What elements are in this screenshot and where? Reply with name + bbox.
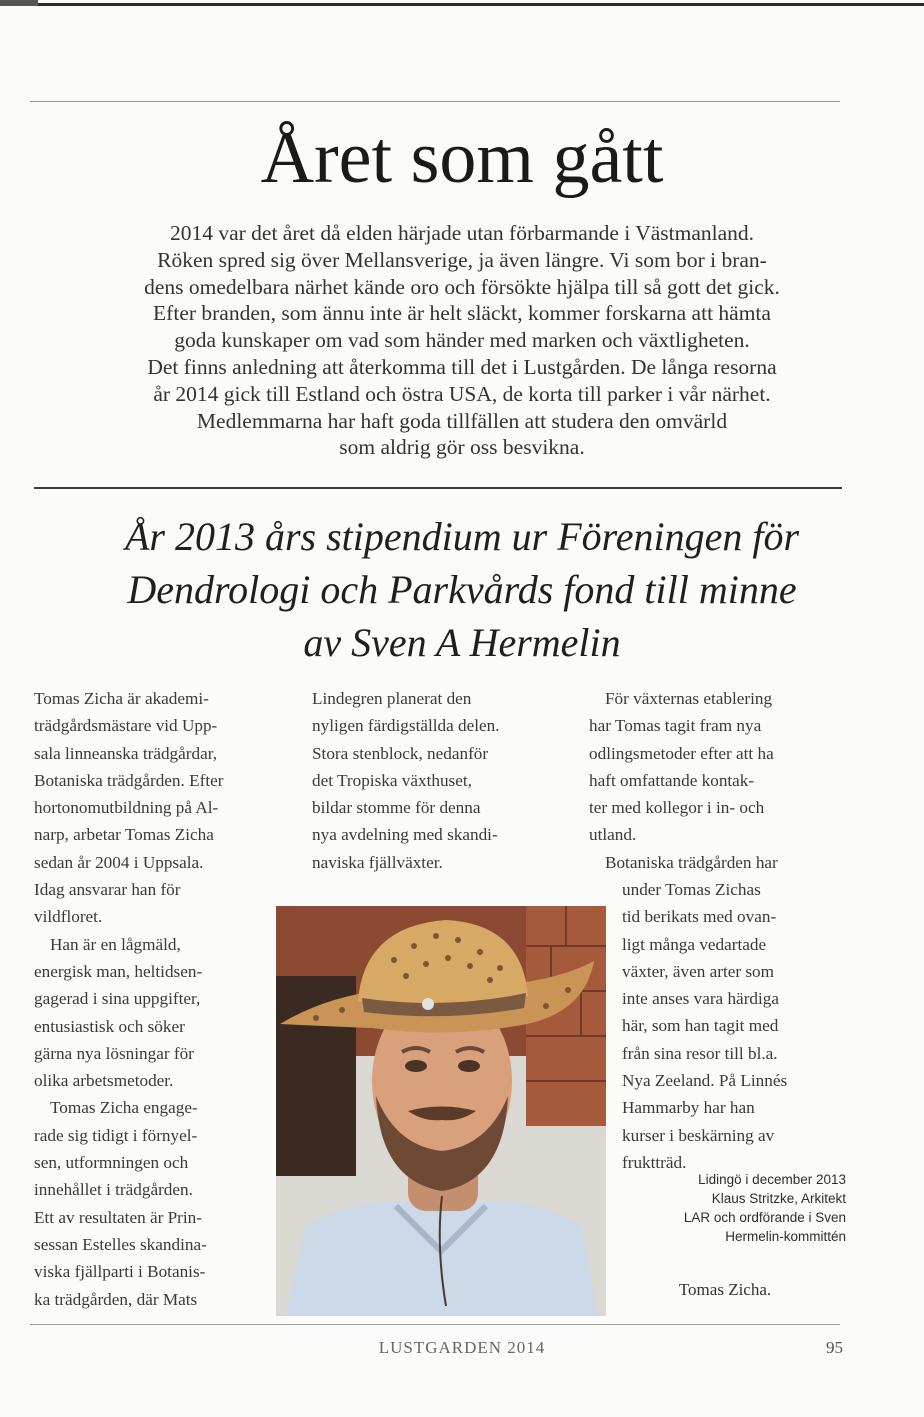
body-line: sessan Estelles skandina- <box>34 1234 207 1254</box>
body-line: naviska fjällväxter. <box>312 852 443 872</box>
body-line: gärna nya lösningar för <box>34 1043 194 1063</box>
intro-line: Röken spred sig över Mellansverige, ja även längre. Vi som bor i bran- <box>157 247 767 272</box>
award-heading-line: av Sven A Hermelin <box>303 620 621 665</box>
signature-line: Hermelin-kommittén <box>725 1229 846 1244</box>
body-line: Han är en lågmäld, <box>50 934 181 954</box>
body-line: Idag ansvarar han för <box>34 880 181 900</box>
portrait-photo <box>276 906 606 1316</box>
body-line: sedan år 2004 i Uppsala. <box>34 852 204 872</box>
award-heading <box>60 510 864 669</box>
title-top-rule <box>30 101 840 102</box>
signature-line: Klaus Stritzke, Arkitekt <box>711 1191 846 1206</box>
intro-line: goda kunskaper om vad som händer med marken och växtligheten. <box>174 328 750 353</box>
body-line: Nya Zeeland. På Linnés <box>622 1071 788 1091</box>
intro-line: 2014 var det året då elden härjade utan förbarmande i Västmanland. <box>169 221 755 245</box>
body-line: här, som han tagit med <box>622 1016 779 1036</box>
body-line: För växternas etablering <box>605 689 773 708</box>
body-line: kurser i beskärning av <box>622 1125 775 1145</box>
body-column-1 <box>34 685 274 1313</box>
body-line: vildfloret. <box>34 907 103 927</box>
body-line: nya avdelning med skandi- <box>312 825 498 845</box>
body-line: gagerad i sina uppgifter, <box>34 989 201 1009</box>
body-line: olika arbetsmetoder. <box>34 1071 174 1091</box>
intro-line: Medlemmarna har haft goda tillfällen att studera den omvärld <box>196 408 728 433</box>
award-heading-line: År 2013 års stipendium ur Föreningen för <box>124 514 800 559</box>
footer-rule <box>30 1324 840 1325</box>
intro-line: Efter branden, som ännu inte är helt släckt, kommer forskarna att hämta <box>153 301 771 326</box>
body-line: Ett av resultaten är Prin- <box>34 1207 202 1227</box>
top-corner-mark <box>0 0 38 6</box>
body-line: energisk man, heltidsen- <box>34 961 203 981</box>
body-line: utland. <box>589 825 637 845</box>
body-line: det Tropiska växthuset, <box>312 770 472 790</box>
body-line: narp, arbetar Tomas Zicha <box>34 825 214 845</box>
intro-line: år 2014 gick till Estland och östra USA, de korta till parker i vår närhet. <box>153 381 771 406</box>
section-divider <box>34 487 842 489</box>
body-line: Lindegren planerat den <box>312 689 472 708</box>
body-line: odlingsmetoder efter att ha <box>589 743 774 763</box>
body-line: har Tomas tagit fram nya <box>589 716 762 736</box>
intro-paragraph <box>40 220 884 461</box>
body-line: från sina resor till bl.a. <box>622 1043 778 1063</box>
body-column-3 <box>589 685 849 876</box>
body-line: Stora stenblock, nedanför <box>312 743 489 763</box>
body-line: entusiastisk och söker <box>34 1016 185 1036</box>
body-line: Botaniska trädgården har <box>605 852 778 872</box>
body-line: fruktträd. <box>622 1152 687 1172</box>
body-line: viska fjällparti i Botanis- <box>34 1262 206 1282</box>
body-line: ligt många vedartade <box>622 934 767 954</box>
body-line: Tomas Zicha är akademi- <box>34 689 209 708</box>
body-line: haft omfattande kontak- <box>589 770 755 790</box>
top-rule <box>0 3 924 6</box>
signature-line: LAR och ordförande i Sven <box>683 1210 846 1225</box>
body-line: sala linneanska trädgårdar, <box>34 743 218 763</box>
body-line: ter med kollegor i in- och <box>589 798 765 818</box>
body-column-2 <box>312 685 572 876</box>
body-line: tid berikats med ovan- <box>622 907 777 927</box>
page-number: 95 <box>826 1338 843 1357</box>
body-line: Tomas Zicha engage- <box>50 1098 198 1118</box>
award-heading-line: Dendrologi och Parkvårds fond till minne <box>127 567 797 612</box>
body-line: bildar stomme för denna <box>312 798 481 818</box>
intro-line: dens omedelbara närhet kände oro och försökte hjälpa till så gott det gick. <box>144 274 780 299</box>
intro-line: Det finns anledning att återkomma till det i Lustgården. De långa resorna <box>147 354 777 379</box>
body-line: ka trädgården, där Mats <box>34 1289 198 1309</box>
signature-block <box>600 1170 846 1246</box>
body-line: nyligen färdigställda delen. <box>312 716 500 736</box>
body-line: växter, även arter som <box>622 961 775 981</box>
body-line: inte anses vara härdiga <box>622 989 780 1009</box>
body-line: trädgårdsmästare vid Upp- <box>34 716 218 736</box>
page-title: Året som gått <box>260 117 664 199</box>
body-column-3-continued <box>622 876 862 1176</box>
signature-line: Lidingö i december 2013 <box>698 1172 846 1187</box>
body-line: Hammarby har han <box>622 1098 755 1118</box>
body-line: rade sig tidigt i förnyel- <box>34 1125 198 1145</box>
body-line: innehållet i trädgården. <box>34 1180 193 1200</box>
body-line: under Tomas Zichas <box>622 880 761 899</box>
body-line: sen, utformningen och <box>34 1153 189 1173</box>
body-line: hortonomutbildning på Al- <box>34 798 219 818</box>
body-line: Botaniska trädgården. Efter <box>34 770 224 790</box>
footer-publication: LUSTGARDEN 2014 <box>378 1338 546 1357</box>
photo-caption: Tomas Zicha. <box>678 1280 772 1299</box>
intro-line: som aldrig gör oss besvikna. <box>339 435 585 460</box>
